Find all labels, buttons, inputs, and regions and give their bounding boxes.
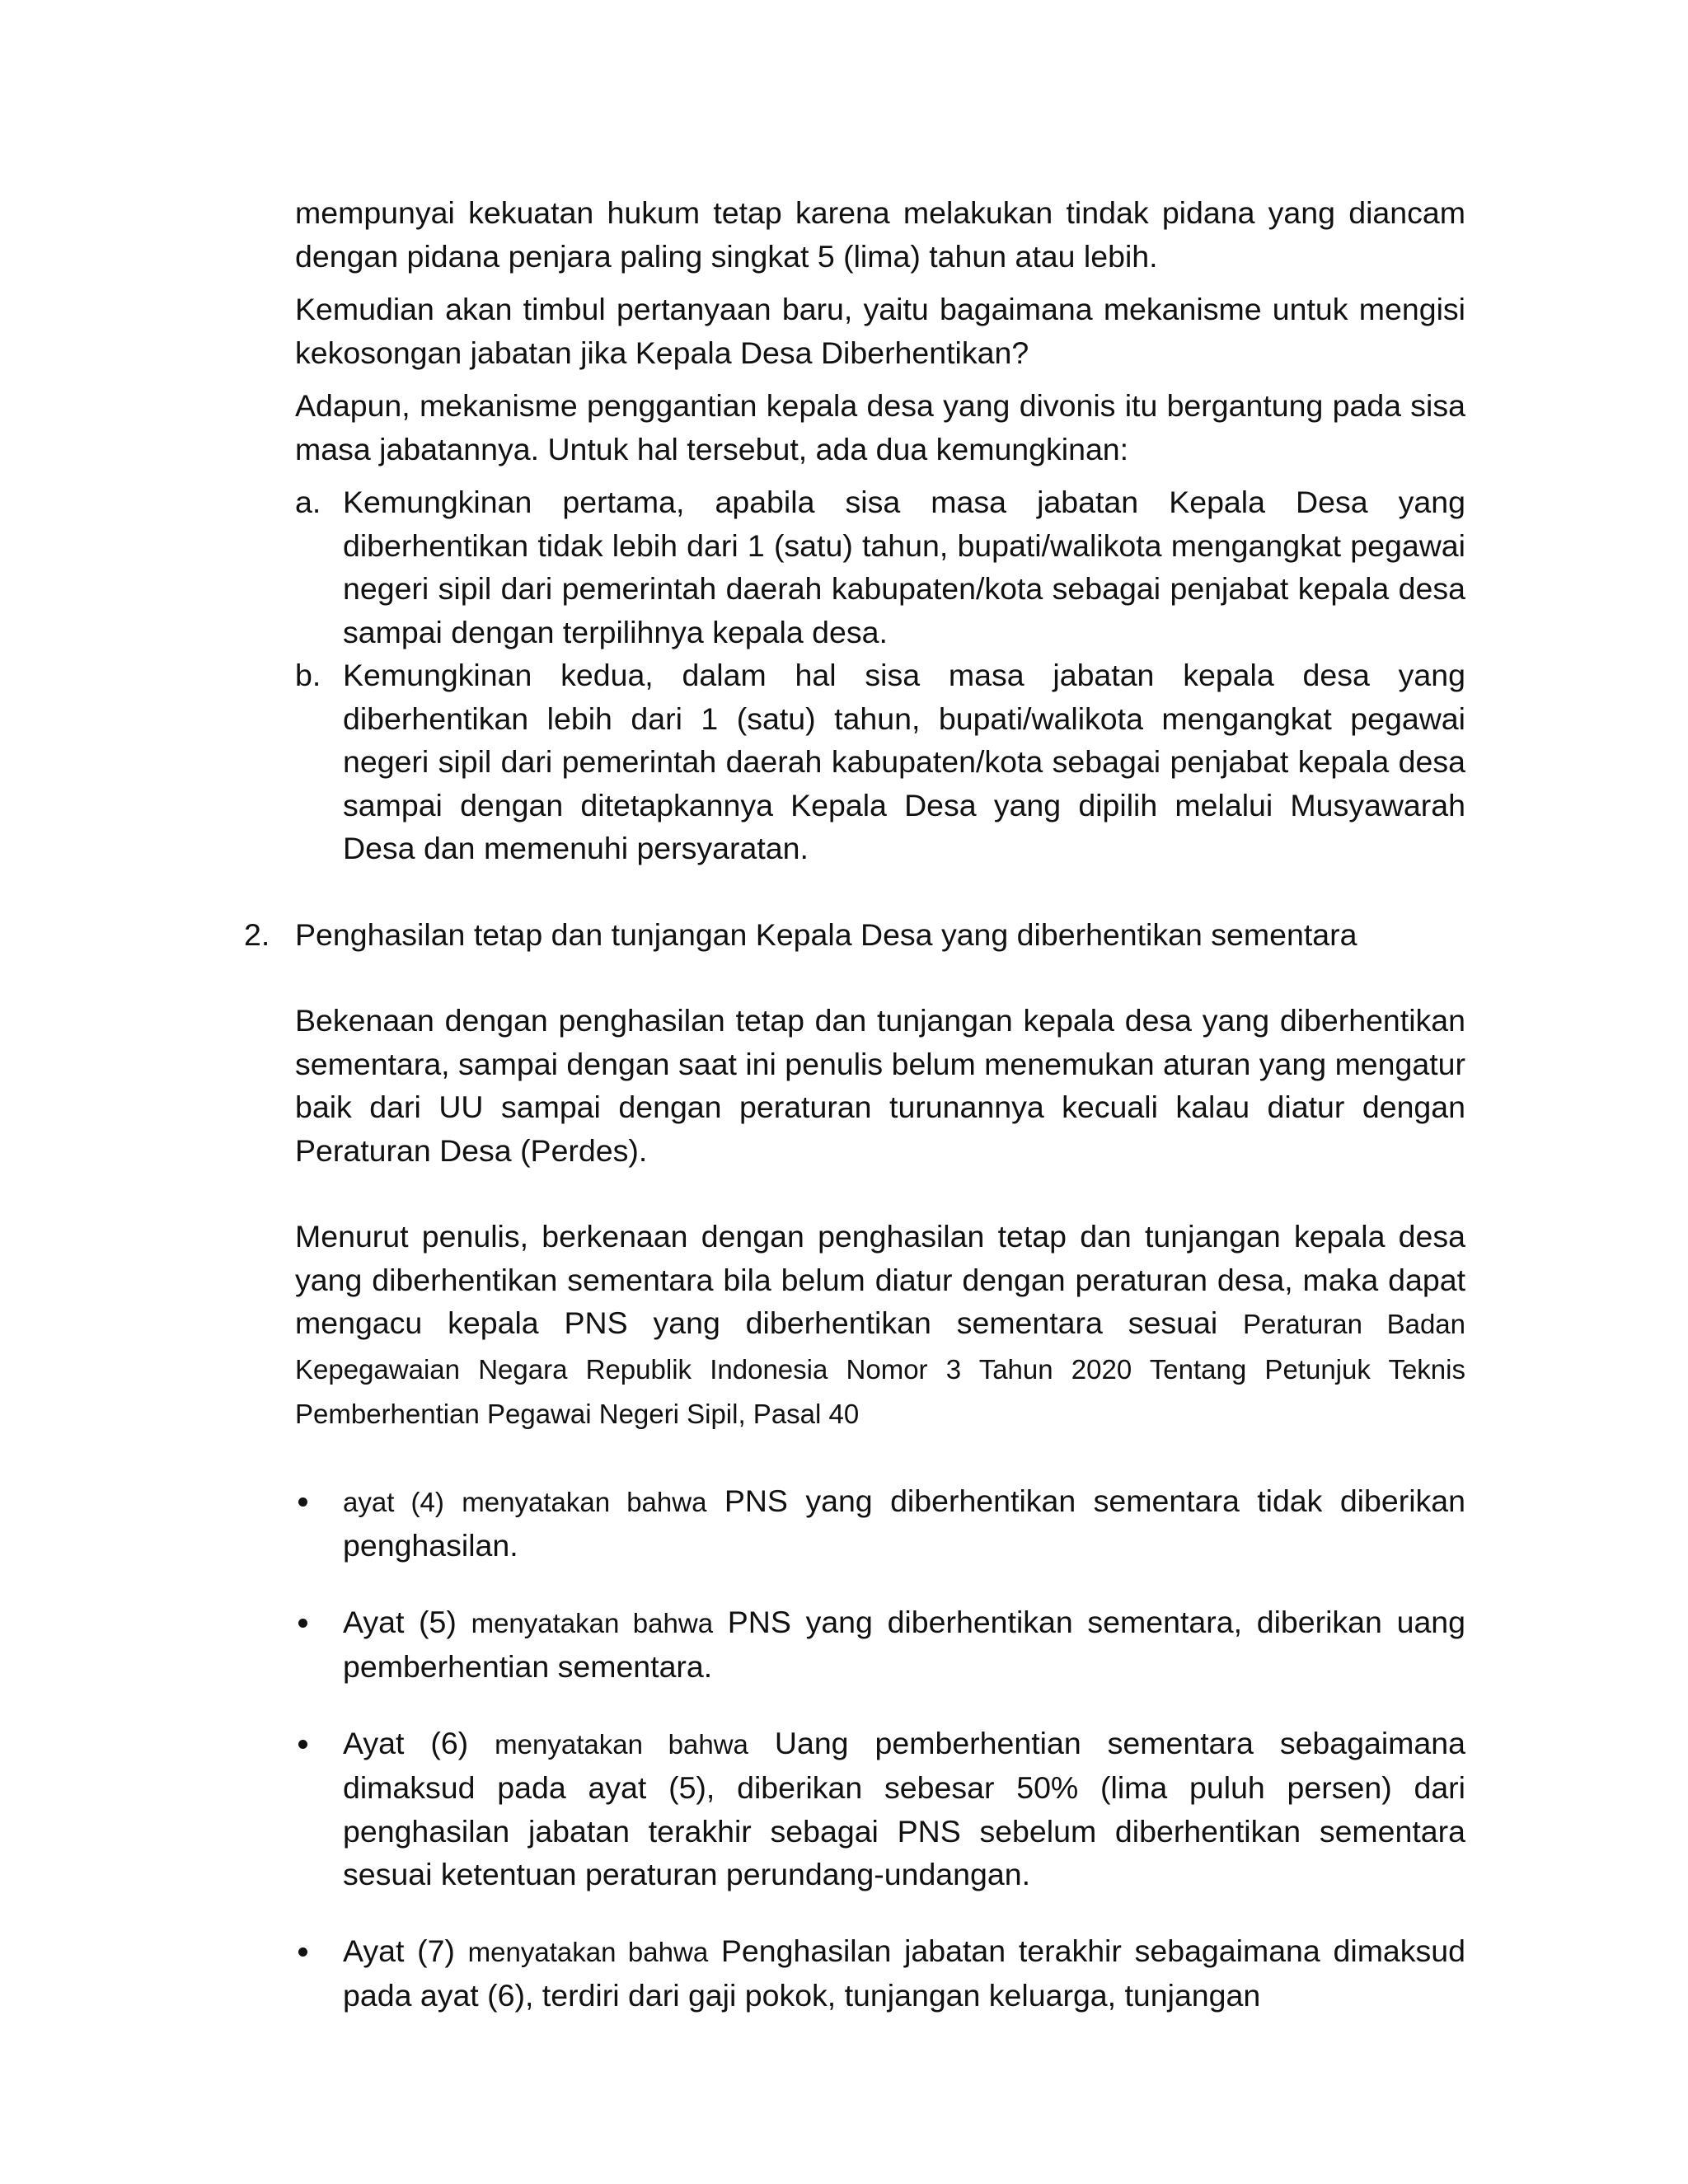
bullet-dot-icon [298, 1497, 307, 1507]
list-item-text: Kemungkinan pertama, apabila sisa masa jabatan Kepala Desa yang diberhentikan tidak lebih dari 1 (satu) tahun, bupati/walikota mengangkat pegawai negeri sipil dari pemerintah daerah kabupaten/kota sebagai penjabat kepala desa sampai dengan terpilihnya kepala desa. [343, 485, 1465, 649]
ayat-text: Uang pemberhentian sementara sebagaimana dimaksud pada ayat (5), diberikan sebesar 50% (lima puluh persen) dari penghasilan jabatan terakhir sebagai PNS sebelum diberhentikan sementara sesuai ketentuan peraturan perundang-undangan. [343, 1725, 1465, 1891]
ayat-text: PNS yang diberhentikan sementara tidak diberikan penghasilan. [343, 1483, 1465, 1563]
paragraph-continuation: mempunyai kekuatan hukum tetap karena melakukan tindak pidana yang diancam dengan pidana penjara paling singkat 5 (lima) tahun atau lebih. [295, 195, 1465, 274]
ayat-label: Ayat (6) [343, 1725, 469, 1760]
ayat-verb: menyatakan bahwa [467, 1936, 709, 1967]
paragraph-bekenaan: Bekenaan dengan penghasilan tetap dan tunjangan kepala desa yang diberhentikan sementara, sampai dengan saat ini penulis belum menemukan aturan yang mengatur baik dari UU sampai dengan peraturan turunannya kecuali kalau diatur dengan Peraturan Desa (Perdes). [295, 1003, 1465, 1168]
ayat-text: PNS yang diberhentikan sementara, diberikan uang pemberhentian sementara. [343, 1604, 1466, 1684]
list-item [295, 1929, 1465, 2018]
paragraph-menurut-penulis [295, 1215, 1465, 1436]
list-item [295, 480, 1465, 654]
options-list [295, 480, 1465, 870]
list-marker: a. [295, 485, 321, 519]
ayat-verb: menyatakan bahwa [462, 1486, 707, 1517]
list-item [295, 1479, 1465, 1568]
ayat-label: ayat (4) [343, 1486, 444, 1517]
paragraph-main-text: Menurut penulis, berkenaan dengan penghasilan tetap dan tunjangan kepala desa yang diberhentikan sementara bila belum diatur dengan peraturan desa, maka dapat mengacu kepala PNS yang diberhentikan sementara sesuai [295, 1219, 1465, 1340]
section-number: 2. [244, 916, 270, 952]
list-item [295, 654, 1465, 870]
bullet-dot-icon [298, 1947, 307, 1957]
ayat-label: Ayat (5) [343, 1604, 457, 1639]
paragraph-mechanism: Adapun, mekanisme penggantian kepala desa yang divonis itu bergantung pada sisa masa jabatannya. Untuk hal tersebut, ada dua kemungkinan: [295, 388, 1465, 466]
list-item [295, 1722, 1465, 1896]
bullet-dot-icon [298, 1740, 307, 1749]
ayat-verb: menyatakan bahwa [471, 1607, 714, 1638]
section-heading: Penghasilan tetap dan tunjangan Kepala Desa yang diberhentikan sementara [295, 916, 1357, 952]
bullet-list [295, 1479, 1465, 2018]
list-item-text: Kemungkinan kedua, dalam hal sisa masa jabatan kepala desa yang diberhentikan lebih dari 1 (satu) tahun, bupati/walikota mengangkat pegawai negeri sipil dari pemerintah daerah kabupaten/kota sebagai penjabat kepala desa sampai dengan ditetapkannya Kepala Desa yang dipilih melalui Musyawarah Desa dan memenuhi persyaratan. [343, 658, 1465, 865]
bullet-dot-icon [298, 1619, 307, 1628]
regulation-reference: Peraturan Badan Kepegawaian Negara Republik Indonesia Nomor 3 Tahun 2020 Tentang Petunjuk Teknis Pemberhentian Pegawai Negeri Sipil, Pasal 40 [295, 1309, 1465, 1429]
document-body [244, 191, 1466, 2050]
list-item [295, 1601, 1465, 1689]
ayat-label: Ayat (7) [343, 1933, 455, 1968]
section-2 [244, 913, 1465, 957]
ayat-verb: menyatakan bahwa [495, 1728, 748, 1760]
ayat-text: Penghasilan jabatan terakhir sebagaimana dimaksud pada ayat (6), terdiri dari gaji pokok, tunjangan keluarga, tunjangan [343, 1933, 1465, 2013]
list-marker: b. [295, 658, 321, 692]
paragraph-question: Kemudian akan timbul pertanyaan baru, yaitu bagaimana mekanisme untuk mengisi kekosongan jabatan jika Kepala Desa Diberhentikan? [295, 292, 1465, 370]
